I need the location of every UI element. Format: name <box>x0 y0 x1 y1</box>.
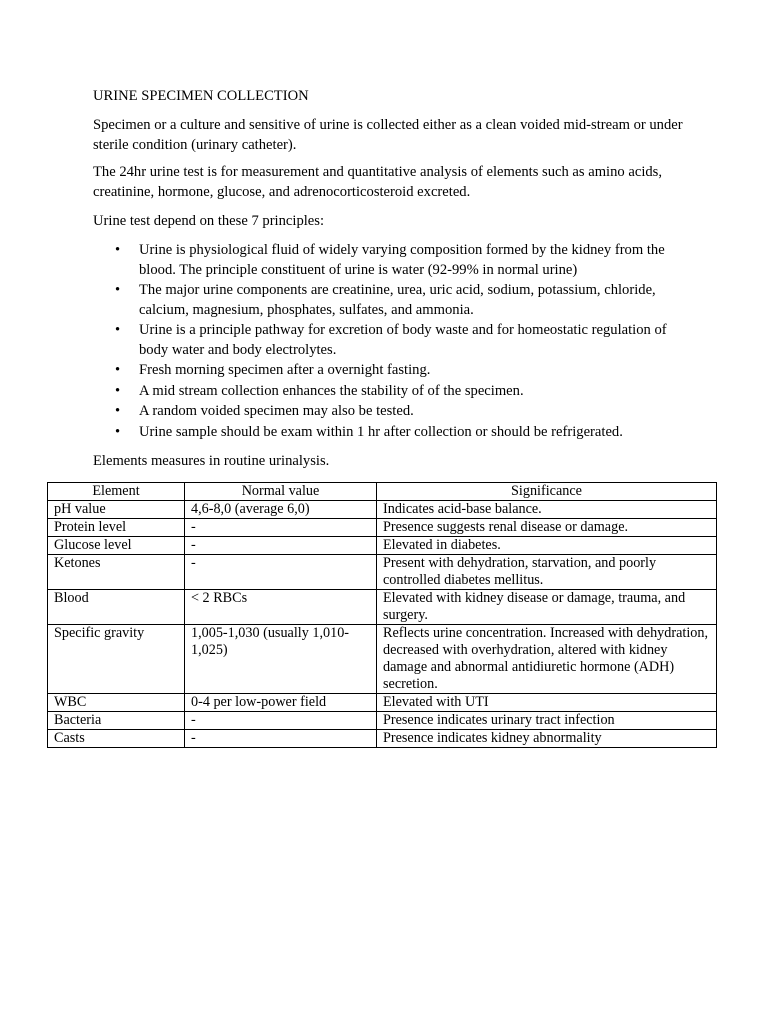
list-item <box>93 382 693 402</box>
list-item <box>93 402 693 422</box>
bullet-icon: • <box>115 403 121 419</box>
cell-element: Protein level <box>48 519 185 537</box>
cell-significance: Presence indicates urinary tract infection <box>377 712 717 730</box>
cell-significance: Present with dehydration, starvation, and poorly controlled diabetes mellitus. <box>377 555 717 590</box>
bullet-icon: • <box>115 242 121 258</box>
cell-element: Blood <box>48 590 185 625</box>
list-item <box>93 361 693 381</box>
cell-normal-value: - <box>185 519 377 537</box>
table-row <box>48 730 717 748</box>
table-row <box>48 519 717 537</box>
cell-significance: Elevated with kidney disease or damage, trauma, and surgery. <box>377 590 717 625</box>
cell-normal-value: - <box>185 537 377 555</box>
list-item-text: Urine sample should be exam within 1 hr after collection or should be refrigerated. <box>139 423 623 440</box>
list-item <box>93 241 693 280</box>
table-row <box>48 694 717 712</box>
cell-normal-value: - <box>185 712 377 730</box>
cell-element: WBC <box>48 694 185 712</box>
cell-element: Glucose level <box>48 537 185 555</box>
cell-normal-value: 1,005-1,030 (usually 1,010-1,025) <box>185 625 377 694</box>
principles-list <box>93 241 693 443</box>
column-header-significance: Significance <box>377 483 717 501</box>
table-row <box>48 590 717 625</box>
list-item-text: Urine is a principle pathway for excretion of body waste and for homeostatic regulation of body water and body electrolytes. <box>139 322 667 358</box>
cell-normal-value: < 2 RBCs <box>185 590 377 625</box>
urinalysis-table <box>47 482 717 748</box>
list-item-text: A mid stream collection enhances the stability of of the specimen. <box>139 382 524 399</box>
bullet-icon: • <box>115 322 121 338</box>
paragraph-principles-intro: Urine test depend on these 7 principles: <box>93 213 325 229</box>
list-item <box>93 281 693 320</box>
cell-significance: Presence indicates kidney abnormality <box>377 730 717 748</box>
table-row <box>48 712 717 730</box>
document-title: URINE SPECIMEN COLLECTION <box>93 88 309 104</box>
list-item-text: A random voided specimen may also be tested. <box>139 403 414 419</box>
paragraph-table-intro: Elements measures in routine urinalysis. <box>93 453 330 469</box>
cell-element: Ketones <box>48 555 185 590</box>
cell-normal-value: - <box>185 730 377 748</box>
cell-significance: Presence suggests renal disease or damage. <box>377 519 717 537</box>
bullet-icon: • <box>115 423 121 440</box>
column-header-normal-value: Normal value <box>185 483 377 501</box>
table-row <box>48 555 717 590</box>
bullet-icon: • <box>115 382 121 399</box>
list-item-text: The major urine components are creatinine, urea, uric acid, sodium, potassium, chloride, calcium, magnesium, phosphates, sulfates, and ammonia. <box>139 282 656 318</box>
list-item-text: Fresh morning specimen after a overnight fasting. <box>139 362 431 378</box>
list-item-text: Urine is physiological fluid of widely varying composition formed by the kidney from the blood. The principle constituent of urine is water (92-99% in normal urine) <box>139 242 665 278</box>
cell-significance: Indicates acid-base balance. <box>377 501 717 519</box>
cell-element: Bacteria <box>48 712 185 730</box>
cell-significance: Reflects urine concentration. Increased with dehydration, decreased with overhydration, altered with kidney damage and abnormal antidiuretic hormone (ADH) secretion. <box>377 625 717 694</box>
table-row <box>48 501 717 519</box>
bullet-icon: • <box>115 362 121 378</box>
cell-significance: Elevated with UTI <box>377 694 717 712</box>
bullet-icon: • <box>115 282 121 298</box>
table-row <box>48 625 717 694</box>
cell-element: Casts <box>48 730 185 748</box>
cell-significance: Elevated in diabetes. <box>377 537 717 555</box>
paragraph-24hr-test: The 24hr urine test is for measurement and quantitative analysis of elements such as amino acids, creatinine, hormone, glucose, and adrenocorticosteroid excreted. <box>93 164 662 200</box>
cell-normal-value: 0-4 per low-power field <box>185 694 377 712</box>
paragraph-collection-method: Specimen or a culture and sensitive of urine is collected either as a clean voided mid-stream or under sterile condition (urinary catheter). <box>93 117 683 153</box>
list-item <box>93 423 693 443</box>
table-header-row <box>48 483 717 501</box>
cell-element: Specific gravity <box>48 625 185 694</box>
cell-element: pH value <box>48 501 185 519</box>
cell-normal-value: - <box>185 555 377 590</box>
list-item <box>93 321 693 360</box>
column-header-element: Element <box>48 483 185 501</box>
cell-normal-value: 4,6-8,0 (average 6,0) <box>185 501 377 519</box>
table-row <box>48 537 717 555</box>
